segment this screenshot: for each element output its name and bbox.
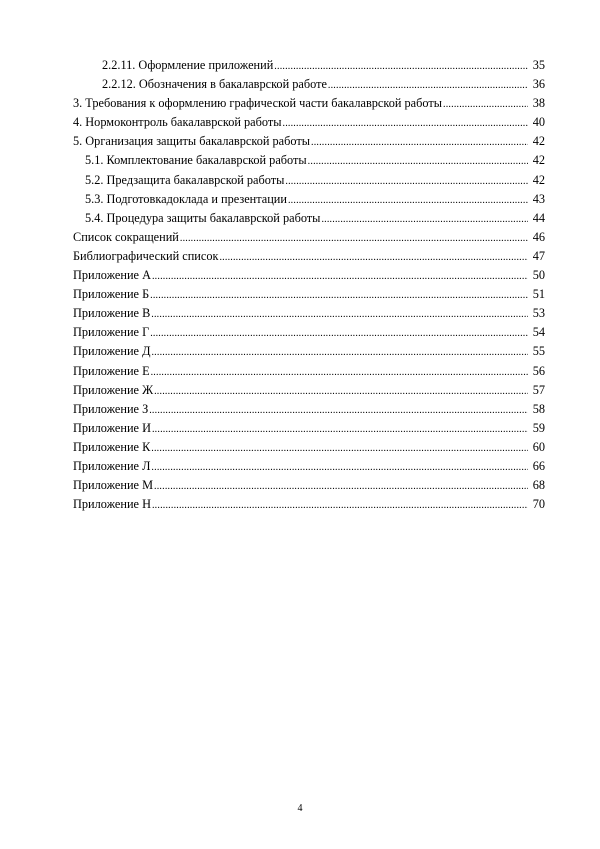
toc-entry-title: Приложение Б [73, 287, 150, 302]
toc-entry-title: Приложение В [73, 306, 151, 321]
toc-dot-leader [288, 191, 528, 210]
toc-entry-title: Приложение Д [73, 344, 151, 359]
toc-dot-leader [152, 267, 528, 286]
toc-dot-leader [149, 401, 528, 420]
toc-entry [73, 113, 545, 132]
toc-entry [73, 438, 545, 457]
toc-entry-page: 42 [532, 134, 545, 149]
toc-entry-page: 40 [532, 115, 545, 130]
toc-entry [73, 381, 545, 400]
toc-dot-leader [151, 343, 528, 362]
toc-entry-page: 42 [532, 172, 545, 187]
toc-entry [73, 342, 545, 361]
toc-entry-page: 54 [532, 325, 545, 340]
toc-entry-title: 2.2.11. Оформление приложений [102, 58, 274, 72]
toc-dot-leader [151, 439, 528, 458]
toc-entry-title: 5.3. Подготовкадоклада и презентации [85, 191, 287, 206]
toc-entry-page: 68 [532, 478, 545, 493]
toc-dot-leader [152, 496, 528, 515]
table-of-contents [73, 56, 545, 514]
toc-entry [73, 56, 545, 75]
toc-entry [73, 132, 545, 151]
page-number: 4 [297, 803, 303, 814]
toc-entry [73, 151, 545, 170]
toc-entry-page: 35 [532, 58, 545, 72]
toc-entry-title: 5.2. Предзащита бакалаврской работы [85, 172, 285, 187]
toc-dot-leader [154, 477, 528, 496]
toc-entry [73, 419, 545, 438]
toc-dot-leader [219, 248, 528, 267]
toc-entry-page: 53 [532, 306, 545, 321]
toc-dot-leader [151, 363, 528, 382]
toc-entry-page: 42 [532, 153, 545, 168]
toc-entry-page: 36 [532, 77, 545, 92]
toc-entry-title: Приложение И [73, 420, 151, 435]
toc-entry-title: Список сокращений [73, 229, 179, 244]
toc-entry-title: Приложение З [73, 401, 149, 416]
toc-entry-page: 66 [532, 458, 545, 473]
toc-dot-leader [328, 76, 528, 95]
toc-entry [73, 457, 545, 476]
toc-entry-title: 4. Нормоконтроль бакалаврской работы [73, 115, 282, 130]
toc-dot-leader [151, 458, 528, 477]
toc-entry-title: Приложение Е [73, 363, 150, 378]
toc-dot-leader [283, 114, 529, 133]
toc-entry-page: 70 [532, 497, 545, 512]
toc-entry-page: 38 [532, 96, 545, 111]
toc-dot-leader [151, 305, 528, 324]
toc-entry-page: 50 [532, 268, 545, 283]
toc-dot-leader [150, 324, 528, 343]
toc-entry-title: 2.2.12. Обозначения в бакалаврской работе [102, 77, 327, 92]
toc-entry [73, 362, 545, 381]
toc-entry [73, 285, 545, 304]
toc-entry-page: 58 [532, 401, 545, 416]
toc-entry-title: Приложение А [73, 268, 151, 283]
toc-dot-leader [311, 133, 528, 152]
toc-entry-page: 47 [532, 248, 545, 263]
toc-dot-leader [180, 229, 528, 248]
toc-entry-title: Приложение Н [73, 497, 151, 512]
toc-entry [73, 476, 545, 495]
toc-entry [73, 247, 545, 266]
toc-entry-title: Приложение М [73, 478, 154, 493]
toc-entry [73, 171, 545, 190]
toc-dot-leader [285, 172, 528, 191]
toc-entry [73, 75, 545, 94]
toc-entry-title: 5.1. Комплектование бакалаврской работы [85, 153, 307, 168]
toc-entry [73, 304, 545, 323]
toc-entry-title: 5.4. Процедура защиты бакалаврской работы [85, 210, 321, 225]
toc-dot-leader [152, 420, 528, 439]
toc-entry-page: 57 [532, 382, 545, 397]
toc-entry-title: Приложение К [73, 439, 151, 454]
toc-entry [73, 190, 545, 209]
toc-entry [73, 400, 545, 419]
toc-entry-title: Приложение Г [73, 325, 150, 340]
toc-entry [73, 228, 545, 247]
toc-entry-page: 44 [532, 210, 545, 225]
toc-entry [73, 209, 545, 228]
toc-entry-title: Приложение Ж [73, 382, 154, 397]
toc-entry-page: 60 [532, 439, 545, 454]
toc-dot-leader [308, 152, 528, 171]
toc-dot-leader [154, 382, 528, 401]
toc-dot-leader [443, 95, 528, 114]
toc-entry-page: 43 [532, 191, 545, 206]
toc-entry [73, 323, 545, 342]
toc-entry-page: 59 [532, 420, 545, 435]
toc-dot-leader [274, 57, 528, 76]
toc-entry-title: Библиографический список [73, 248, 219, 263]
toc-entry-title: 5. Организация защиты бакалаврской работы [73, 134, 310, 149]
toc-dot-leader [150, 286, 528, 305]
toc-entry [73, 495, 545, 514]
toc-entry-title: 3. Требования к оформлению графической части бакалаврской работы [73, 96, 443, 111]
toc-entry-page: 46 [532, 229, 545, 244]
toc-dot-leader [321, 210, 528, 229]
toc-entry [73, 266, 545, 285]
toc-entry [73, 94, 545, 113]
toc-entry-page: 56 [532, 363, 545, 378]
toc-entry-page: 51 [532, 287, 545, 302]
toc-entry-title: Приложение Л [73, 458, 151, 473]
toc-entry-page: 55 [532, 344, 545, 359]
